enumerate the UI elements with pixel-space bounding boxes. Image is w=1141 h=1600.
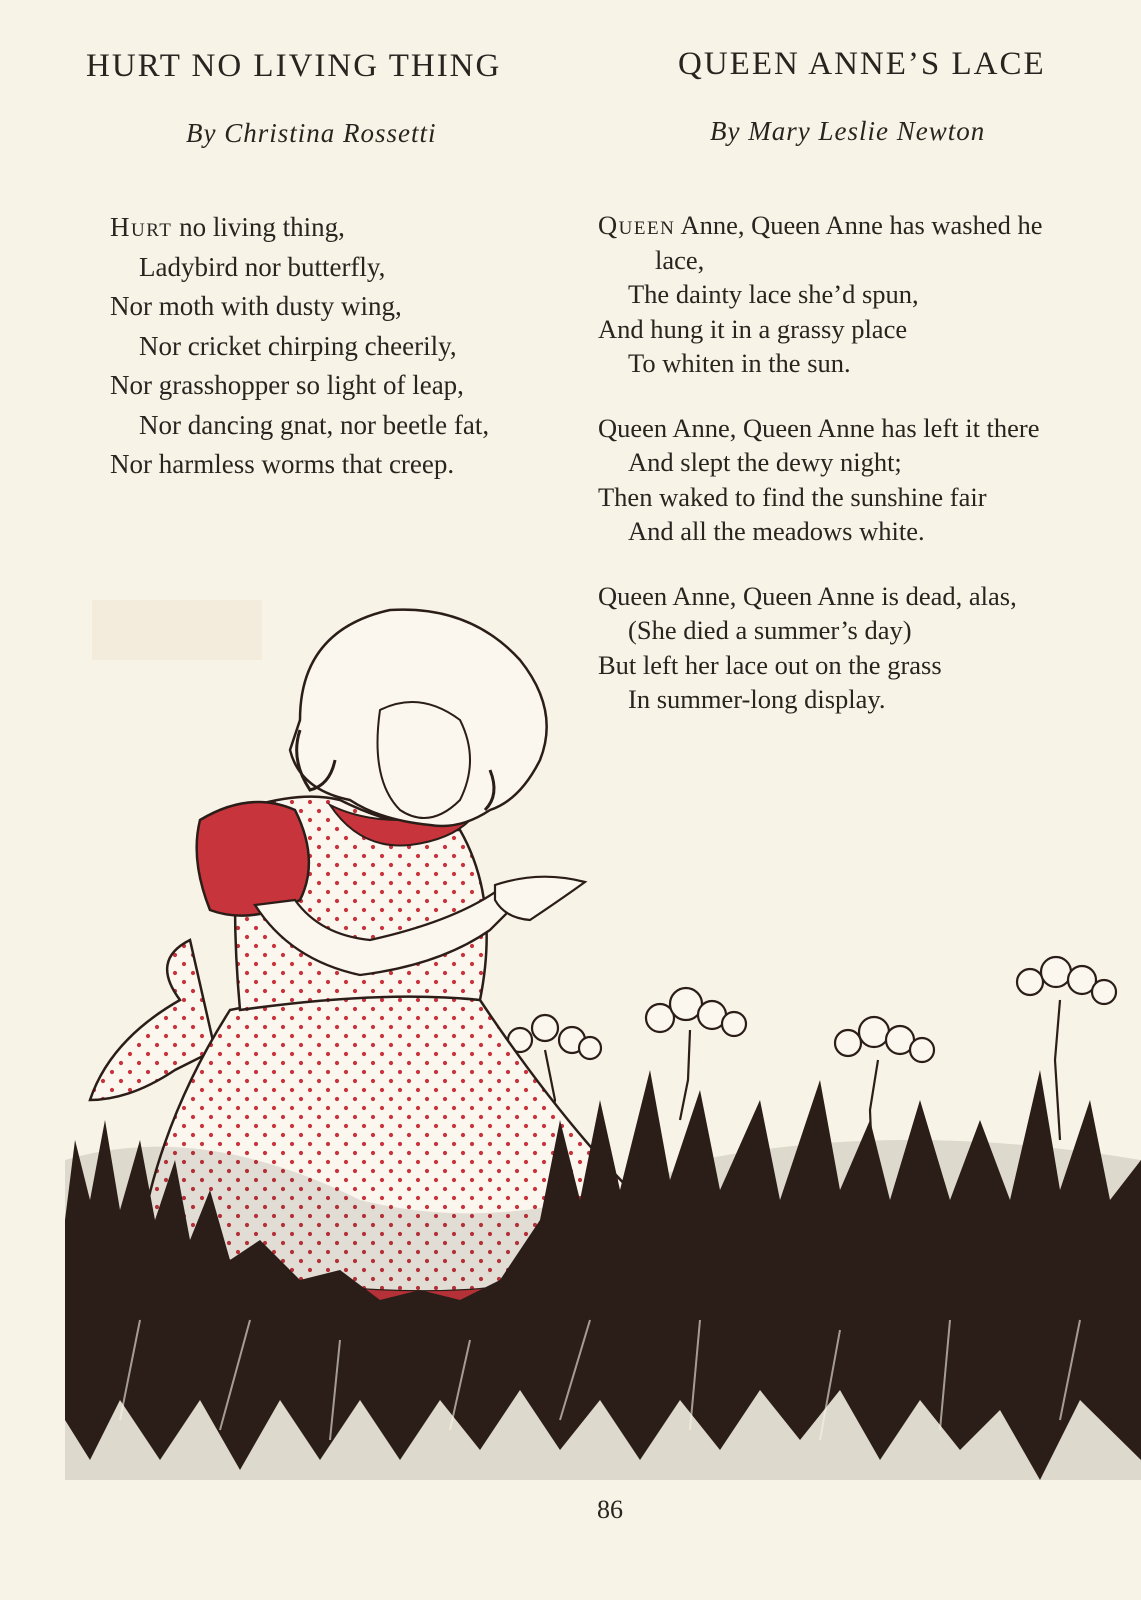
- face: [378, 702, 471, 818]
- poem-line: The dainty lace she’d spun,: [628, 279, 919, 309]
- poem-line: Queen Anne, Queen Anne has left it there: [598, 412, 1040, 443]
- left-poem-body: [110, 208, 489, 485]
- poem-line: Queen Anne, Queen Anne is dead, alas,: [598, 580, 1017, 611]
- drop-word: Hurt: [110, 212, 173, 242]
- ghost-print: [92, 600, 262, 660]
- poem-line-text: Anne, Queen Anne has washed he: [675, 210, 1043, 240]
- right-poem-author: By Mary Leslie Newton: [710, 116, 986, 146]
- poem-line: Nor dancing gnat, nor beetle fat,: [139, 409, 490, 440]
- poem-line: But left her lace out on the grass: [598, 649, 942, 680]
- poem-line: Then waked to find the sunshine fair: [598, 481, 987, 512]
- poem-line: In summer-long display.: [628, 684, 886, 714]
- poem-line: And hung it in a grassy place: [598, 313, 908, 344]
- poem-line-text: no living thing,: [172, 212, 345, 242]
- drop-word: Queen: [598, 210, 676, 240]
- poem-line: Nor harmless worms that creep.: [110, 449, 455, 479]
- poem-line: Ladybird nor butterfly,: [139, 251, 386, 282]
- poem-line: [110, 208, 489, 248]
- hands: [495, 877, 585, 920]
- left-poem-title: HURT NO LIVING THING: [86, 48, 502, 84]
- page-number: 86: [597, 1495, 623, 1524]
- poem-line: And slept the dewy night;: [628, 447, 902, 477]
- red-sleeve: [197, 802, 309, 916]
- poem-line: Nor grasshopper so light of leap,: [110, 370, 464, 400]
- stanza-break: [598, 549, 1141, 579]
- poem-line: To whiten in the sun.: [628, 348, 851, 378]
- poem-line: (She died a summer’s day): [628, 615, 912, 645]
- poem-line: [598, 208, 1141, 243]
- right-poem-title: QUEEN ANNE’S LACE: [678, 46, 1046, 82]
- left-poem-author: By Christina Rossetti: [186, 118, 437, 148]
- stanza-break: [598, 381, 1141, 411]
- poem-line: And all the meadows white.: [628, 516, 925, 546]
- girl-in-meadow-illustration: [0, 600, 1141, 1480]
- poem-line: Nor moth with dusty wing,: [110, 291, 402, 321]
- poem-line: Nor cricket chirping cheerily,: [139, 330, 457, 361]
- poem-line: lace,: [655, 244, 705, 275]
